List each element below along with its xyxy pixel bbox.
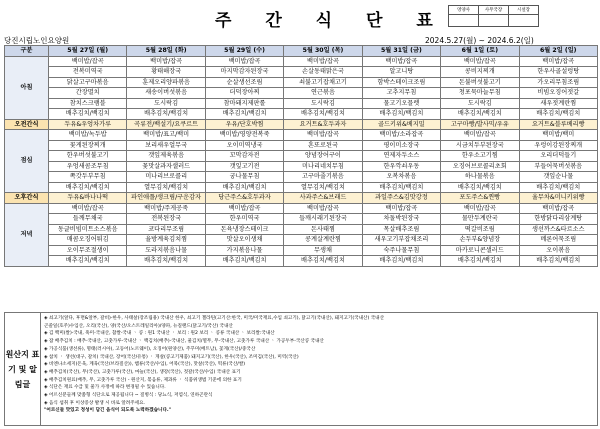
column-header-day: 5월 31일 (금) [362, 46, 440, 57]
menu-item-cell: 참치스크램블 [49, 98, 127, 109]
menu-row [5, 56, 598, 67]
note-line: ◈ 가공식품(생선류), 명태(러시아), 고등어(노르웨이), 오징어(원양산), 주꾸미(베트남), 꽃게(국산)/중국산 [44, 346, 256, 352]
menu-item-cell: 알고니탕 [362, 67, 440, 78]
menu-item-cell: 돈사태찜 [284, 224, 362, 235]
menu-item-cell: 생선까스&타르소스 [519, 224, 597, 235]
menu-item-cell: 꽃맛살과자샐러드 [127, 161, 205, 172]
menu-item-cell: 혼또로된국 [284, 140, 362, 151]
menu-item-cell: 궁나물무침 [205, 172, 283, 183]
notes-list [41, 313, 597, 425]
menu-item-cell: 율무차&미니키위빵 [519, 193, 597, 204]
menu-row [5, 245, 598, 256]
menu-item-cell: 배추김치/백김치 [127, 109, 205, 120]
menu-item-cell: 배추김치/백김치 [49, 256, 127, 267]
approval-label: 사무국장 [479, 6, 509, 15]
menu-row [5, 182, 598, 193]
notes-heading-text: 원산지 표기 및 알림글 [5, 349, 40, 389]
note-line: ◈ 음식 섭취 후 이상증상 발생 시 바로 알려주세요. [44, 400, 145, 406]
menu-item-cell: 배추김치/백김치 [519, 256, 597, 267]
menu-item-cell: 보리새우얼무국 [127, 140, 205, 151]
menu-row [5, 130, 598, 141]
menu-item-cell: 미나리네치무침 [284, 161, 362, 172]
menu-row [5, 98, 598, 109]
menu-item-cell: 가오리무침조림 [519, 77, 597, 88]
menu-item-cell: 오징어브로콜리초회 [441, 161, 519, 172]
column-header-day: 6월 1일 (토) [441, 46, 519, 57]
notes-heading [5, 313, 41, 425]
menu-item-cell: 갯잎고기전 [205, 161, 283, 172]
note-line: ◈ 어르신분들께 맞춤형 식단으로 제공됩니다 ~ 질병식 : 당뇨식, 저염식, 연하곤란식 [44, 393, 213, 399]
menu-item-cell: 한방닭다리삼계탕 [519, 214, 597, 225]
menu-item-cell: 콩비지찌개 [441, 67, 519, 78]
menu-item-cell: 열무김치/백김치 [127, 182, 205, 193]
menu-row [5, 224, 598, 235]
menu-item-cell: 비빔오징어젓갈 [519, 88, 597, 99]
menu-item-cell: 배추김치/백김치 [362, 182, 440, 193]
column-header-day: 5월 28일 (화) [127, 46, 205, 57]
menu-item-cell: 열무김치/백김치 [284, 182, 362, 193]
menu-item-cell: 매콤오징어튀김 [49, 235, 127, 246]
menu-item-cell: 전복된장국 [127, 214, 205, 225]
menu-item-cell: 하나물볶음 [441, 172, 519, 183]
menu-item-cell: 물고기오믈렛 [362, 98, 440, 109]
menu-item-cell: 함박스테이크조림 [362, 77, 440, 88]
menu-item-cell: 새우고기부잡채조리 [362, 235, 440, 246]
menu-item-cell: 도시락김 [284, 98, 362, 109]
menu-item-cell: 백미밥/잡곡 [441, 56, 519, 67]
menu-item-cell: 백미밥/백미 [519, 130, 597, 141]
menu-item-cell: 돈불버섯불고기 [441, 77, 519, 88]
meal-group-label: 저녁 [5, 203, 49, 266]
menu-item-cell: 백미밥/녹두밥 [49, 130, 127, 141]
menu-row [5, 88, 598, 99]
approval-label: 영양사 [449, 6, 479, 15]
menu-item-cell: 참마돼지제판롤 [205, 98, 283, 109]
menu-row [5, 77, 598, 88]
menu-item-cell: 우렁이강된장찌개 [519, 140, 597, 151]
menu-item-cell: 배추김치/백김치 [441, 256, 519, 267]
menu-item-cell: 곡류전/백설기/요쿠르트 [127, 119, 205, 130]
menu-item-cell: 도시락김 [127, 98, 205, 109]
menu-item-cell: 새우젓계란찜 [519, 98, 597, 109]
menu-item-cell: 더덕장아찌 [205, 88, 283, 99]
menu-item-cell: 파인애플/생크림/구운감자 [127, 193, 205, 204]
page-title: 주 간 식 단 표 [215, 11, 447, 31]
menu-item-cell: 백미밥/잡곡 [519, 203, 597, 214]
menu-item-cell: 들깨시래기된장국 [284, 214, 362, 225]
menu-item-cell: 평이미소장국 [362, 140, 440, 151]
note-line: ◈ 잡 배추김치 : 배추-국내산, 고춧가루-국내산 ㆍ 백김치(배추)-국내산, 물김치/열무, 무-국내산, 고춧가루 국내산 ㆍ 가공두부-국산콩 국내산 [44, 339, 324, 345]
menu-item-cell: 손두부&양념장 [441, 235, 519, 246]
menu-item-cell: 고구마줄기볶음 [284, 172, 362, 183]
menu-item-cell: 요거트&블루베리빵 [519, 119, 597, 130]
menu-item-cell: 청포묵마늘무침 [441, 88, 519, 99]
note-line: ◈ 쇠고기(앞다, 후면&앞부, 갈비)-한우, 사태살(장조림용) 국내산 한우, 쇠고기 젤라틴(고기산:한국, 미국/미국재료,수입 쇠고기), 닭고기(국내산), 돼지고기(국내산) 국내산 [44, 316, 385, 321]
origin-notes-box [4, 312, 598, 426]
menu-item-cell: 백미밥/잡곡 [127, 56, 205, 67]
menu-item-cell: 돈육냉장스테이크 [205, 224, 283, 235]
menu-item-cell: 연근볶음 [284, 88, 362, 99]
menu-item-cell: 떡갈비조림 [441, 224, 519, 235]
menu-item-cell: 배추김치/백김치 [49, 182, 127, 193]
menu-item-cell: 과일주스&김맛강정 [362, 193, 440, 204]
menu-row [5, 256, 598, 267]
menu-item-cell: 백미밥/잡곡 [205, 203, 283, 214]
menu-item-cell: 백미밥/잡곡 [441, 130, 519, 141]
menu-item-cell: 전복미역국 [49, 67, 127, 78]
menu-item-cell: 코다리무조림 [127, 224, 205, 235]
menu-item-cell: 백미밥/표고/백미 [127, 130, 205, 141]
column-header-category: 구분 [5, 46, 49, 57]
menu-item-cell: 도시락김 [441, 98, 519, 109]
menu-item-cell: 동글비빔미트소스볶음 [49, 224, 127, 235]
menu-item-cell: 백미밥/주게공죽 [127, 203, 205, 214]
menu-item-cell: 순살생선조림 [205, 77, 283, 88]
menu-item-cell: 오리더덕들기 [519, 151, 597, 162]
menu-item-cell: 백미밥/잡곡 [362, 203, 440, 214]
menu-item-cell: 손살동태맑은국 [284, 67, 362, 78]
menu-item-cell: 배추김치/백김치 [519, 109, 597, 120]
menu-item-cell: 숙주나물무침 [362, 245, 440, 256]
menu-item-cell: 꼬막감자전 [205, 151, 283, 162]
menu-item-cell: 배추김치/백김치 [284, 109, 362, 120]
menu-item-cell: 황태해장국 [127, 67, 205, 78]
signature-space [479, 15, 509, 27]
menu-item-cell: 우엉새콤조무침 [49, 161, 127, 172]
menu-item-cell: 무생채 [284, 245, 362, 256]
menu-item-cell: 율방계육김치찜 [127, 235, 205, 246]
column-header-day: 5월 29일 (수) [205, 46, 283, 57]
menu-item-cell: 백미밥/잡곡 [519, 56, 597, 67]
menu-item-cell: 백미밥/잡곡 [49, 56, 127, 67]
menu-item-cell: 차돌박된장국 [362, 214, 440, 225]
menu-item-cell: 백미밥/영양전복죽 [205, 130, 283, 141]
menu-item-cell: 양념장어구이 [284, 151, 362, 162]
menu-item-cell: 목살배추조림 [362, 224, 440, 235]
menu-item-cell: 배추김치/백김치 [205, 182, 283, 193]
meal-group-label: 아침 [5, 56, 49, 119]
menu-item-cell: 맛살오이생채 [205, 235, 283, 246]
note-line: ◈ 김 백미(쌀)-국내, 흑미-국내산, 찹쌀-국내 ㆍ 콩 : 원1 국내산 ㆍ 보리 : 원2 보리 ㆍ 콩류 국내산 ㆍ 보리쌀:국내산 [44, 331, 275, 337]
menu-item-cell: 오복차볶음 [362, 172, 440, 183]
menu-item-cell: 배추김치/백김치 [49, 109, 127, 120]
menu-item-cell: 배추김치/백김치 [127, 256, 205, 267]
menu-item-cell: 두유&바나나떡 [49, 193, 127, 204]
column-header-day: 6월 2일 (일) [519, 46, 597, 57]
menu-item-cell: 두유&우엉차가루 [49, 119, 127, 130]
note-line: ◈ 배추김치원료(배추, 무, 고춧가루 국산) - 원산지, 볶음류, 제과류 ㆍ 식품위생법 기준에 의한 표기 [44, 377, 242, 383]
menu-row [5, 67, 598, 78]
menu-row [5, 172, 598, 183]
menu-row [5, 235, 598, 246]
menu-item-cell: 사과주스&브래드 [284, 193, 362, 204]
menu-item-cell: 배추김치/백김치 [284, 256, 362, 267]
menu-item-cell: 쪽갓두부무침 [49, 172, 127, 183]
note-line: ◈ 비엔나소세지(돈육, 계육(국산/브라질산)), 햄류(국산/수입), 어묵(국산), 맛살(국산), 떡류(국산/쌀) [44, 362, 246, 368]
menu-item-cell: 부들어묵버섯볶음 [519, 161, 597, 172]
menu-item-cell: 백미밥/잡곡 [205, 56, 283, 67]
menu-row [5, 109, 598, 120]
menu-item-cell: 물만두계란국 [441, 214, 519, 225]
meal-group-label: 오후간식 [5, 193, 49, 204]
meal-group-label: 오전간식 [5, 119, 49, 130]
menu-row [5, 140, 598, 151]
menu-item-cell: 배추김치/백김치 [441, 109, 519, 120]
menu-item-cell: 시금치두부된장국 [441, 140, 519, 151]
menu-item-cell: 간장멸치 [49, 88, 127, 99]
menu-item-cell: 도라지볶음나물 [127, 245, 205, 256]
menu-item-cell: 오이미역냉국 [205, 140, 283, 151]
menu-item-cell: 백미밥/잡곡 [284, 56, 362, 67]
menu-item-cell: 쇠불고기잡채고기 [284, 77, 362, 88]
menu-item-cell: 백미밥/잡곡 [49, 203, 127, 214]
menu-item-cell: 당근주스&호두과자 [205, 193, 283, 204]
menu-item-cell: 한우버섯불고기 [49, 151, 127, 162]
menu-item-cell: 한우미역국 [205, 214, 283, 225]
menu-item-cell: 갯잎순나물 [519, 172, 597, 183]
menu-item-cell: 백미밥/소라잡곡 [362, 130, 440, 141]
menu-item-cell: 들깨무채국 [49, 214, 127, 225]
menu-item-cell: 훈제오리양파볶음 [127, 77, 205, 88]
menu-item-cell: 골드키위&베지밀 [362, 119, 440, 130]
menu-item-cell: 새송이버섯볶음 [127, 88, 205, 99]
note-line: 곤쓸일(호주)수입산, 오리(국산), 양(국산/오스트레일리아)/양파, 뉴질랜드(닭고기/국산) 국내산 [44, 323, 233, 329]
column-header-day: 5월 27일 (월) [49, 46, 127, 57]
note-line: ◈ 식단은 재료 수급 및 물가 사정에 따라 변경될 수 있습니다. [44, 385, 166, 391]
signature-space [449, 15, 479, 27]
menu-item-cell: 미나리브로콜리 [127, 172, 205, 183]
menu-item-cell: 메론어묵조림 [519, 235, 597, 246]
menu-item-cell: 고구마빵/발사믹/우유 [441, 119, 519, 130]
menu-row [5, 161, 598, 172]
meal-group-label: 점심 [5, 130, 49, 193]
menu-row [5, 193, 598, 204]
weekly-menu-table [4, 45, 598, 267]
menu-item-cell: 오이볶음 [519, 245, 597, 256]
menu-item-cell: 콩계살계란찜 [284, 235, 362, 246]
menu-item-cell: 오이무조절생이 [49, 245, 127, 256]
menu-item-cell: 한우깍쇠우동 [362, 161, 440, 172]
approval-box [448, 5, 539, 27]
menu-item-cell: 배추김치/백김치 [205, 256, 283, 267]
note-line: ◈ 참치 ㆍ 생선(대구, 갈치) 국내산, 장어(국산/유통) ㆍ 게살(콩고기제품) 돼지고기(국산), 한우(국산), 조미김(국산), 미역(국산) [44, 354, 299, 360]
menu-item-cell: 포도주스&찐빵 [441, 193, 519, 204]
menu-item-cell: 배추김치/백김치 [519, 182, 597, 193]
menu-item-cell: 배추김치/백김치 [362, 256, 440, 267]
menu-item-cell: 연제자두소스 [362, 151, 440, 162]
approval-label: 시설장 [509, 6, 539, 15]
organization-name: 당진시립노인요양원 [4, 36, 70, 45]
menu-item-cell: 갯잎제육볶음 [127, 151, 205, 162]
menu-item-cell: 한우사골설렁탕 [519, 67, 597, 78]
menu-row [5, 214, 598, 225]
column-header-day: 5월 30일 (목) [284, 46, 362, 57]
menu-row [5, 151, 598, 162]
menu-item-cell: 고추지무침 [362, 88, 440, 99]
menu-item-cell: 백미밥/잡곡 [362, 56, 440, 67]
menu-item-cell: 백미밥/잡곡 [441, 203, 519, 214]
menu-item-cell: 닭살고구마볶음 [49, 77, 127, 88]
menu-row [5, 119, 598, 130]
date-period: 2024.5.27(월) ~ 2024.6.2(일) [425, 36, 534, 45]
note-line: "어르신들 맛있고 정성이 담긴 음식이 되도록 노력하겠습니다." [44, 408, 172, 414]
menu-item-cell: 배추김치/백김치 [205, 109, 283, 120]
signature-space [509, 15, 539, 27]
menu-item-cell: 배추김치/백김치 [362, 109, 440, 120]
menu-item-cell: 백미밥/잡곡 [284, 203, 362, 214]
menu-item-cell: 백미밥/잡곡 [284, 130, 362, 141]
menu-item-cell: 꽃게된장찌개 [49, 140, 127, 151]
note-line: ◈ 배추김치(국산), 무(국산), 고춧가루(국산), 마늘(국산), 생강(국산), 젓갈(국산/수입) 국내산 표기 [44, 369, 241, 375]
menu-item-cell: 한우소고기찜 [441, 151, 519, 162]
menu-item-cell: 요거트&호두과자 [284, 119, 362, 130]
menu-item-cell: 마카로니콘샐러드 [441, 245, 519, 256]
menu-item-cell: 배추김치/백김치 [441, 182, 519, 193]
menu-item-cell: 마지막감자된장국 [205, 67, 283, 78]
menu-item-cell: 가지볶음나물 [205, 245, 283, 256]
menu-row [5, 203, 598, 214]
menu-item-cell: 우유/단호박찜 [205, 119, 283, 130]
